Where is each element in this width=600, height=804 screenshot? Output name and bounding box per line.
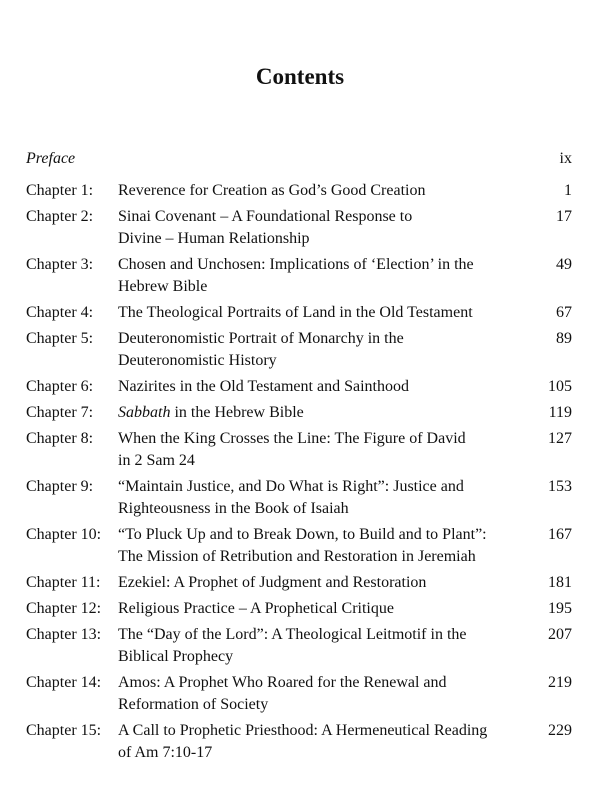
preface-page-number: ix	[559, 150, 572, 167]
toc-entry-chapter-12	[26, 598, 572, 620]
chapter-title-line: Chosen and Unchosen: Implications of ‘Election’ in the	[118, 256, 474, 273]
chapter-label: Chapter 4:	[26, 304, 94, 321]
chapter-title-line: Reformation of Society	[118, 696, 269, 713]
chapter-page-number: 219	[548, 674, 572, 691]
chapter-title	[118, 376, 532, 398]
toc-entry-chapter-2	[26, 206, 572, 250]
chapter-page-number: 153	[548, 478, 572, 495]
chapter-title	[118, 572, 532, 594]
chapter-page-number: 127	[548, 430, 572, 447]
chapter-title-line: The Theological Portraits of Land in the Old Testament	[118, 304, 473, 321]
toc-entry-chapter-9	[26, 476, 572, 520]
page-title: Contents	[255, 64, 345, 89]
toc-entry-chapter-11	[26, 572, 572, 594]
toc-entry-chapter-15	[26, 720, 572, 764]
chapter-title	[118, 206, 532, 250]
chapter-title-line: Sinai Covenant – A Foundational Response to	[118, 208, 413, 225]
chapter-title-line: Biblical Prophecy	[118, 648, 234, 665]
chapter-title	[118, 624, 532, 668]
chapter-title-line: Deuteronomistic History	[118, 352, 277, 369]
chapter-title	[118, 254, 532, 298]
chapter-title-line: Righteousness in the Book of Isaiah	[118, 500, 349, 517]
chapter-page-number: 105	[548, 378, 572, 395]
table-of-contents	[26, 148, 572, 768]
toc-entry-chapter-6	[26, 376, 572, 398]
chapter-title-line: “To Pluck Up and to Break Down, to Build and to Plant”:	[118, 526, 487, 543]
chapter-list	[26, 180, 572, 764]
chapter-label: Chapter 5:	[26, 330, 94, 347]
toc-entry-chapter-14	[26, 672, 572, 716]
toc-entry-chapter-3	[26, 254, 572, 298]
toc-entry-chapter-8	[26, 428, 572, 472]
chapter-page-number: 207	[548, 626, 572, 643]
chapter-title-line: When the King Crosses the Line: The Figure of David	[118, 430, 466, 447]
chapter-title-line: A Call to Prophetic Priesthood: A Hermeneutical Reading	[118, 722, 488, 739]
chapter-title	[118, 524, 532, 568]
chapter-page-number: 17	[556, 208, 572, 225]
chapter-title-line: of Am 7:10-17	[118, 744, 213, 761]
chapter-page-number: 89	[556, 330, 572, 347]
chapter-label: Chapter 13:	[26, 626, 102, 643]
chapter-page-number: 167	[548, 526, 572, 543]
chapter-title-line: Divine – Human Relationship	[118, 230, 310, 247]
chapter-title-line: Reverence for Creation as God’s Good Creation	[118, 182, 426, 199]
preface-label: Preface	[26, 150, 76, 167]
chapter-title	[118, 402, 532, 424]
chapter-title-line: “Maintain Justice, and Do What is Right”: Justice and	[118, 478, 464, 495]
chapter-title-line: Amos: A Prophet Who Roared for the Renewal and	[118, 674, 447, 691]
toc-entry-chapter-1	[26, 180, 572, 202]
chapter-title-line: Nazirites in the Old Testament and Sainthood	[118, 378, 409, 395]
chapter-title	[118, 302, 532, 324]
chapter-title	[118, 328, 532, 372]
chapter-label: Chapter 2:	[26, 208, 94, 225]
chapter-label: Chapter 12:	[26, 600, 102, 617]
chapter-page-number: 181	[548, 574, 572, 591]
chapter-page-number: 195	[548, 600, 572, 617]
chapter-label: Chapter 1:	[26, 182, 94, 199]
chapter-page-number: 49	[556, 256, 572, 273]
toc-entry-chapter-7	[26, 402, 572, 424]
chapter-label: Chapter 7:	[26, 404, 94, 421]
chapter-title	[118, 720, 532, 764]
chapter-title	[118, 672, 532, 716]
chapter-label: Chapter 10:	[26, 526, 102, 543]
toc-entry-preface	[26, 148, 572, 174]
chapter-label: Chapter 8:	[26, 430, 94, 447]
toc-entry-chapter-13	[26, 624, 572, 668]
chapter-title-line: Religious Practice – A Prophetical Critique	[118, 600, 394, 617]
chapter-label: Chapter 3:	[26, 256, 94, 273]
chapter-label: Chapter 6:	[26, 378, 94, 395]
chapter-title	[118, 598, 532, 620]
toc-entry-chapter-5	[26, 328, 572, 372]
chapter-title-line: Ezekiel: A Prophet of Judgment and Restoration	[118, 574, 427, 591]
chapter-label: Chapter 14:	[26, 674, 102, 691]
chapter-title-rest: in the Hebrew Bible	[170, 404, 304, 421]
chapter-title-line	[118, 402, 524, 424]
chapter-label: Chapter 9:	[26, 478, 94, 495]
chapter-label: Chapter 11:	[26, 574, 101, 591]
toc-entry-chapter-4	[26, 302, 572, 324]
chapter-title-line: Hebrew Bible	[118, 278, 208, 295]
chapter-title	[118, 476, 532, 520]
chapter-title-line: The Mission of Retribution and Restoration in Jeremiah	[118, 548, 476, 565]
chapter-page-number: 119	[548, 404, 572, 421]
chapter-title	[118, 428, 532, 472]
chapter-page-number: 229	[548, 722, 572, 739]
chapter-title-italic: Sabbath	[118, 404, 171, 421]
chapter-title	[118, 180, 532, 202]
chapter-title-line: Deuteronomistic Portrait of Monarchy in the	[118, 330, 404, 347]
chapter-page-number: 67	[556, 304, 572, 321]
chapter-label: Chapter 15:	[26, 722, 102, 739]
toc-entry-chapter-10	[26, 524, 572, 568]
chapter-title-line: The “Day of the Lord”: A Theological Leitmotif in the	[118, 626, 467, 643]
chapter-title-line: in 2 Sam 24	[118, 452, 195, 469]
chapter-page-number: 1	[564, 182, 572, 199]
